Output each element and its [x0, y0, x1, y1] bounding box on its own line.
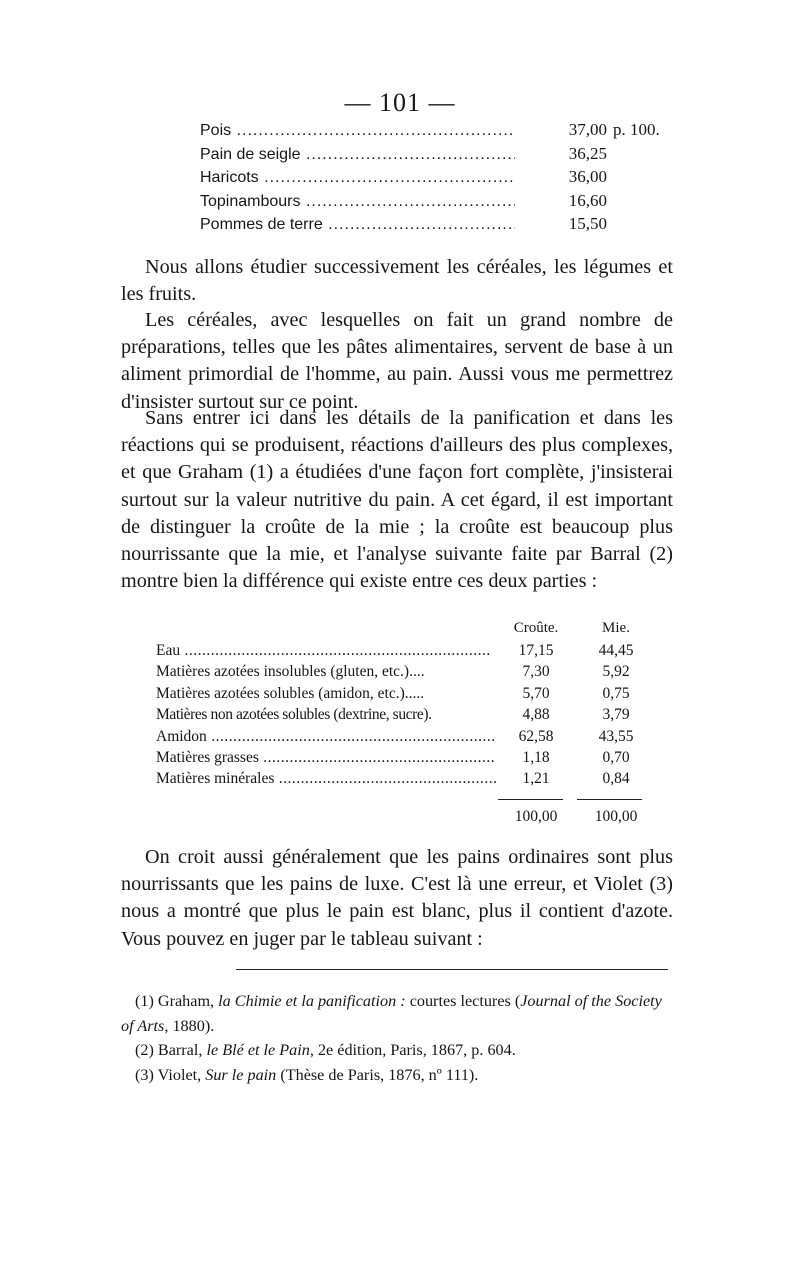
row-label: Matières minérales .....	[156, 770, 496, 788]
table-row	[156, 642, 656, 663]
food-nitrogen-list	[200, 120, 660, 238]
footnote-divider	[236, 969, 668, 970]
croute-total: 100,00	[514, 807, 558, 825]
croute-value: 7,30	[522, 663, 550, 681]
mie-value: 43,55	[598, 727, 634, 745]
footnote-title: le Blé et le Pain	[206, 1041, 310, 1059]
footnote	[121, 989, 673, 1038]
footnote-text: , 2e édition, Paris, 1867, p. 604.	[309, 1041, 516, 1059]
row-label: Matières non azotées solubles (dextrine, sucre).	[156, 706, 432, 724]
column-header-croute: Croûte.	[513, 620, 559, 636]
footnote-journal: Journal of the Society of Arts	[121, 992, 662, 1035]
table-row	[156, 728, 656, 749]
footnote-title: Sur le pain	[205, 1065, 277, 1084]
food-label: Topinambours .....	[200, 193, 515, 211]
croute-value: 1,18	[522, 748, 550, 766]
croute-value: 4,88	[522, 706, 550, 724]
footnote-text: courtes lectures (	[405, 992, 521, 1010]
paragraph-cereals: Les céréales, avec lesquelles on fait un grand nombre de préparations, telles que les pâtes alimentaires, servent de base à un aliment primordial de l'homme, au pain. Aussi vous me permettrez d'insister surtout sur ce point.	[121, 309, 673, 413]
food-value: 16,60	[568, 190, 607, 210]
crust-crumb-analysis-table	[156, 620, 656, 826]
croute-value: 17,15	[518, 642, 554, 659]
food-label: Pois .....	[200, 122, 515, 140]
footnotes	[121, 989, 673, 1087]
total-row	[156, 808, 656, 826]
list-item	[200, 167, 660, 191]
row-label: Amidon .....	[156, 728, 496, 746]
food-value: 36,00	[568, 167, 607, 186]
croute-value: 5,70	[522, 684, 550, 702]
croute-value: 1,21	[522, 770, 550, 788]
column-header-mie: Mie.	[602, 620, 630, 636]
food-value: 36,25	[568, 143, 607, 163]
row-label: Eau .....	[156, 642, 496, 660]
mie-value: 3,79	[602, 706, 630, 724]
total-rule-mie	[577, 799, 642, 800]
food-value: 15,50	[568, 214, 607, 233]
food-label: Haricots .....	[200, 169, 515, 187]
footnote-text: (Thèse de Paris, 1876, nº 111).	[276, 1065, 479, 1084]
row-label: Matières azotées solubles (amidon, etc.).....	[156, 684, 425, 702]
table-header	[156, 620, 656, 642]
row-label: Matières azotées insolubles (gluten, etc.)....	[156, 663, 425, 681]
paragraph-panification: Sans entrer ici dans les détails de la panification et dans les réactions qui se produisent, réactions d'ailleurs des plus complexes, et que Graham (1) a étudiées d'une façon fort complète, j'insisterai surtout sur la valeur nutritive du pain. A cet égard, il est important de distinguer la croûte de la mie ; la croûte est beaucoup plus nourrissante que la mie, et l'analyse suivante faite par Barral (2) montre bien la différence qui existe entre ces deux parties :	[121, 407, 673, 593]
paragraph-intro: Nous allons étudier successivement les céréales, les légumes et les fruits.	[121, 256, 673, 306]
mie-value: 0,75	[602, 684, 630, 702]
mie-value: 5,92	[602, 663, 630, 681]
mie-value: 44,45	[598, 642, 634, 659]
page-number: — 101 —	[344, 88, 456, 117]
mie-value: 0,84	[602, 770, 630, 788]
mie-value: 0,70	[602, 748, 630, 766]
table-row	[156, 685, 656, 706]
table-row	[156, 749, 656, 770]
food-label: Pain de seigle .....	[200, 146, 515, 164]
footnote-author: Barral,	[157, 1041, 207, 1059]
table-row	[156, 663, 656, 684]
footnote-author: Violet,	[157, 1065, 206, 1084]
list-item	[200, 191, 660, 215]
list-item	[200, 144, 660, 168]
total-rules	[156, 799, 656, 800]
footnote	[121, 1063, 673, 1088]
croute-value: 62,58	[518, 727, 554, 745]
footnote-number: (3)	[135, 1065, 154, 1084]
total-rule-croute	[498, 799, 563, 800]
footnote	[121, 1038, 673, 1063]
row-label: Matières grasses .....	[156, 749, 496, 767]
unit-label: p. 100.	[613, 120, 660, 139]
footnote-text-end: , 1880).	[164, 1016, 215, 1035]
food-value: 37,00	[568, 120, 607, 139]
table-row	[156, 770, 656, 791]
list-item	[200, 214, 660, 238]
table-row	[156, 706, 656, 727]
footnote-author: Graham,	[157, 992, 219, 1010]
footnote-number: (2)	[135, 1041, 154, 1059]
footnote-number: (1)	[135, 992, 154, 1010]
footnote-title: la Chimie et la panification :	[218, 992, 406, 1010]
list-item	[200, 120, 660, 144]
paragraph-luxury-bread: On croit aussi généralement que les pains ordinaires sont plus nourrissants que les pains de luxe. C'est là une erreur, et Violet (3) nous a montré que plus le pain est blanc, plus il contient d'azote. Vous pouvez en juger par le tableau suivant :	[121, 846, 673, 950]
mie-total: 100,00	[594, 807, 638, 825]
food-label: Pommes de terre .....	[200, 216, 515, 234]
